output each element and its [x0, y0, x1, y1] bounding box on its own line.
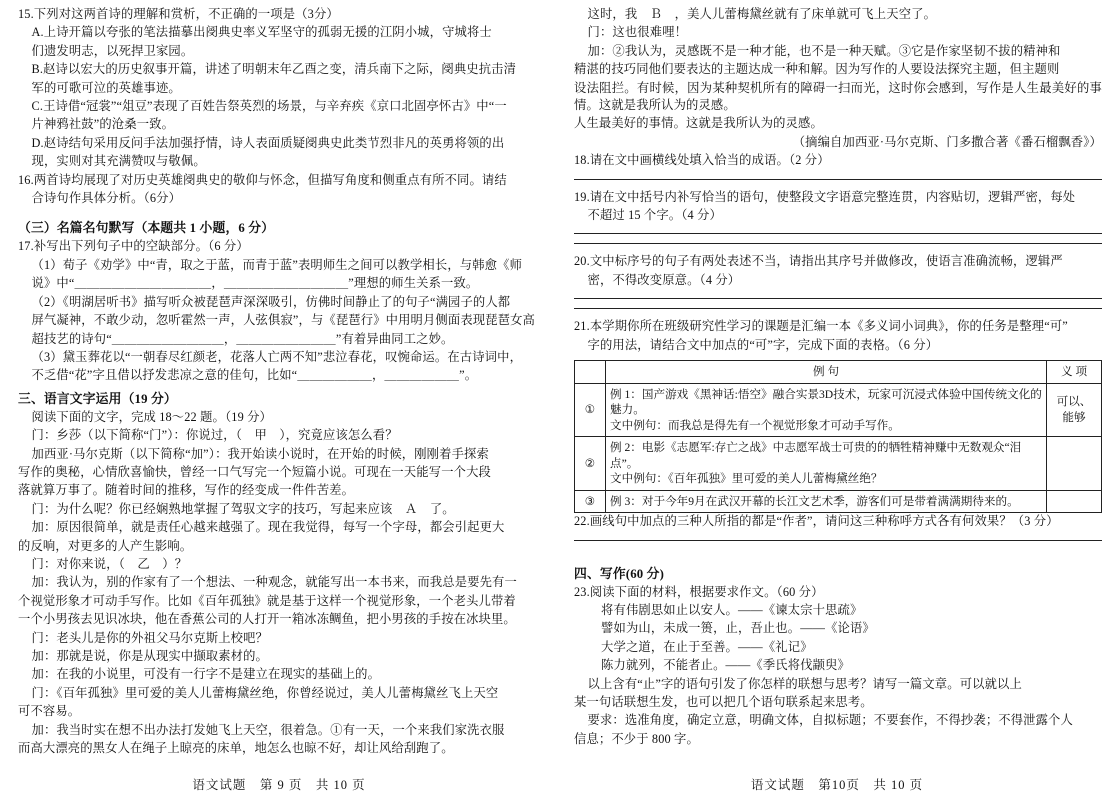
- table-row: [575, 490, 1102, 513]
- text-line: 的反响，对更多的人产生影响。: [18, 538, 193, 553]
- right-page-footer: 语文试题 第10页 共 10 页: [750, 778, 924, 792]
- spacer: [18, 208, 546, 214]
- example-line: 文中例句：《百年孤独》里可爱的美人儿蕾梅黛丝绝？: [610, 472, 883, 486]
- text-line: （3）黛玉葬花以“一朝春尽红颜老，花落人亡两不知”悲泣春花，叹惋命运。在古诗词中，: [31, 349, 523, 364]
- text-line: 合诗句作具体分析。（6分）: [31, 191, 182, 206]
- text-line: 门：老头儿是你的外祖父马尔克斯上校吧？: [31, 630, 269, 645]
- text-line: 人生最美好的事情。这就是我所认为的灵感。: [574, 116, 823, 131]
- text-line: 加：那就是说，你是从现实中撷取素材的。: [31, 649, 269, 663]
- text-line: 军的可歌可泣的英雄事迹。: [31, 80, 181, 95]
- text-line: 不超过 15 个字。（4 分）: [587, 208, 722, 223]
- table-header-index: [575, 361, 606, 384]
- text-line: 19.请在文中括号内补写恰当的语句，使整段文字语意完整连贯，内容贴切，逻辑严密，每处: [574, 189, 1076, 204]
- text-line: 16.两首诗均展现了对历史英雄阌典史的敬仰与怀念，但描写角度和侧重点有所不同。请结: [18, 172, 507, 187]
- section-heading: 三、语言文字运用（19 分）: [18, 391, 177, 406]
- text-line: 譬如为山，未成一篑，止，吾止也。——《论语》: [601, 621, 875, 636]
- table-row: [575, 383, 1102, 437]
- example-sentence-cell: [606, 437, 1047, 491]
- text-line: 这时，我 Ｂ ，美人儿蕾梅黛丝就有了床单就可飞上天空了。: [587, 7, 937, 21]
- text-line: 个视觉形象才可动手写作。比如《百年孤独》就是基于这样一个视觉形象，一个老头儿带着: [18, 593, 516, 608]
- text-line: 可不容易。: [18, 704, 81, 719]
- text-line: 门：乡莎（以下简称“门”）：你说过，（ 甲 ），究竟应该怎么看？: [31, 428, 398, 443]
- text-line: 门：这也很难哩！: [587, 25, 688, 40]
- example-line: 例 3：对于今年9月在武汉开幕的长江文艺术季，游客们可是带着满满期待来的。: [610, 494, 1019, 508]
- row-index-cell: ③: [575, 490, 606, 513]
- text-line: 加：我当时实在想不出办法打发她飞上天空，很着急。①有一天，一个来我们家洗衣服: [31, 722, 505, 737]
- table-header-cell: 义 项: [1047, 361, 1102, 384]
- row-index-cell: ①: [575, 383, 606, 437]
- text-line: 大学之道，在止于至善。——《礼记》: [601, 639, 813, 654]
- table-header-cell: 例 句: [606, 361, 1047, 384]
- left-column: [0, 0, 558, 800]
- text-line: 精湛的技巧同他们要表达的主题达成一种和解。因为写作的人要设法探究主题，但主题则: [574, 62, 1060, 77]
- text-line: 加：②我认为，灵感既不是一种才能，也不是一种天赋。③它是作家坚韧不拔的精神和: [587, 43, 1061, 58]
- text-line: 要求：选准角度，确定立意，明确文体，自拟标题；不要套作，不得抄袭；不得泄露个人: [587, 713, 1073, 728]
- table-header-row: [575, 361, 1102, 384]
- meaning-cell: [1047, 490, 1102, 513]
- text-line: A.上诗开篇以夸张的笔法描摹出阌典史率义军坚守的孤弱无援的江阴小城，守城将士: [31, 25, 492, 40]
- answer-blank-line[interactable]: [574, 298, 1102, 299]
- example-sentence-cell: [606, 383, 1047, 437]
- right-column: [558, 0, 1116, 800]
- text-line: 屏气凝神，不敢少动，忽听霍然一声，人弦俱寂”，与《琵琶行》中用明月侧面表现琵琶女高: [31, 313, 536, 328]
- text-line: 现，实则对其充满赞叹与敬佩。: [31, 154, 206, 169]
- text-line: （1）荀子《劝学》中“青，取之于蓝，而青于蓝”表明师生之间可以教学相长，与韩愈《师: [31, 257, 523, 272]
- text-line: 落就算万事了。随着时间的推移，写作的经变成一件件苦差。: [18, 483, 355, 498]
- answer-blank-line[interactable]: [574, 243, 1102, 244]
- answer-blank-line[interactable]: [574, 540, 1102, 541]
- left-column-body: [18, 6, 546, 757]
- text-line: 加西亚·马尔克斯（以下简称“加”）：我开始读小说时，在开始的时候，刚刚着手探索: [31, 446, 489, 461]
- example-line: 文中例句：而我总是得先有一个视觉形象才可动手写作。: [610, 418, 900, 432]
- text-line: 门：《百年孤独》里可爱的美人儿蕾梅黛丝绝，你曾经说过，美人儿蕾梅黛丝飞上天空: [31, 685, 499, 700]
- text-line: 超技艺的诗句“＿＿＿＿＿＿＿＿＿，＿＿＿＿＿＿＿＿”有着异曲同工之妙。: [31, 331, 454, 346]
- answer-blank-line[interactable]: [574, 179, 1102, 180]
- spacer: [574, 550, 1102, 560]
- left-page-footer: 语文试题 第 9 页 共 10 页: [192, 778, 366, 792]
- text-line: 密，不得改变原意。（4 分）: [587, 272, 741, 287]
- section-heading: 四、写作(60 分): [574, 566, 665, 581]
- text-line: 写作的奥秘，心情欣喜愉快，曾经一口气写完一个短篇小说。可现在一天能写一个大段: [18, 464, 491, 479]
- text-line: 一个小男孩去见识冰块，他在香蕉公司的人打开一箱冰冻鲷鱼，把小男孩的手按在冰块里。: [18, 612, 516, 627]
- text-line: 设法阻拦。有时候，因为某种契机所有的障碍一扫而光，这时你会感到，写作是人生最美好的事情。这就是我所认为的灵感。: [574, 80, 1102, 113]
- text-line: 信息；不少于 800 字。: [574, 731, 699, 746]
- text-line: （2）《明湖居听书》描写听众被琵琶声深深吸引，仿佛时间静止了的句子“满园子的人都: [31, 294, 511, 309]
- text-line: 23.阅读下面的材料，根据要求作文。（60 分）: [574, 584, 824, 599]
- text-line: 不乏借“花”字且借以抒发悲凉之意的佳句，比如“＿＿＿＿＿＿，＿＿＿＿＿＿”。: [31, 368, 478, 383]
- text-line: 加：原因很简单，就是责任心越来越强了。现在我觉得，每写一个字母，都会引起更大: [31, 520, 505, 535]
- text-line: 22.画线句中加点的三种人所指的都是“作者”，请问这三种称呼方式各有何效果？（3 分）: [574, 514, 1059, 529]
- text-line: （摘编自加西亚·马尔克斯、门多撒合著《番石榴飘香》）: [792, 134, 1102, 149]
- text-line: 20.文中标序号的句子有两处表述不当，请指出其序号并做修改，使语言准确流畅，逻辑严: [574, 254, 1063, 269]
- example-line: 例 1：国产游戏《黑神话:悟空》融合实景3D技术，玩家可沉浸式体验中国传统文化的魅力。: [610, 387, 1042, 417]
- text-line: 字的用法，请结合文中加点的“可”字，完成下面的表格。（6 分）: [587, 337, 939, 352]
- answer-blank-line[interactable]: [574, 233, 1102, 234]
- example-sentence-cell: [606, 490, 1047, 513]
- text-line: B.赵诗以宏大的历史叙事开篇，讲述了明朝末年乙酉之变，清兵南下之际，阌典史抗击清: [31, 62, 517, 77]
- text-line: 阅读下面的文字，完成 18～22 题。（19 分）: [31, 409, 272, 424]
- text-line: 加：在我的小说里，可没有一行字不是建立在现实的基础上的。: [31, 667, 381, 682]
- text-line: 15.下列对这两首诗的理解和赏析，不正确的一项是（3分）: [18, 7, 339, 21]
- meaning-cell: 可以、能够: [1047, 383, 1102, 437]
- text-line: 门：为什么呢？你已经娴熟地掌握了驾驭文字的技巧，写起来应该 Ａ 了。: [31, 501, 455, 516]
- text-line: D.赵诗结句采用反问手法加强抒情，诗人表面质疑阌典史此类节烈非凡的英勇将领的出: [31, 135, 505, 150]
- text-line: 说》中“＿＿＿＿＿＿＿＿＿＿＿，＿＿＿＿＿＿＿＿＿＿”理想的师生关系一致。: [31, 276, 479, 291]
- text-line: 21.本学期你所在班级研究性学习的课题是汇编一本《多义词小词典》，你的任务是整理“可”: [574, 319, 1068, 334]
- text-line: 18.请在文中画横线处填入恰当的成语。（2 分）: [574, 153, 830, 168]
- text-line: C.王诗借“冠裳”“俎豆”表现了百姓告祭英烈的场景，与辛弃疾《京口北固亭怀古》中“一: [31, 99, 507, 114]
- example-line: 例 2：电影《志愿军:存亡之战》中志愿军战士可贵的的牺牲精神赚中无数观众“泪点”。: [610, 441, 1022, 470]
- table-row: [575, 437, 1102, 491]
- text-line: 而高大漂亮的黑女人在绳子上晾亮的床单，地怎么也晾不好，却让风给刮跑了。: [18, 741, 454, 756]
- text-line: 加：我认为，别的作家有了一个想法、一种观念，就能写出一本书来，而我总是要先有一: [31, 575, 517, 590]
- row-index-cell: ②: [575, 437, 606, 491]
- section-heading: （三）名篇名句默写（本题共 1 小题，6 分）: [18, 221, 275, 236]
- text-line: 陈力就列，不能者止。——《季氏将伐颛臾》: [601, 658, 850, 673]
- text-line: 们遗发明志，以死捍卫家园。: [31, 43, 194, 58]
- text-line: 17.补写出下列句子中的空缺部分。（6 分）: [18, 239, 249, 254]
- answer-blank-line[interactable]: [574, 308, 1102, 309]
- text-line: 某一句话联想生发，也可以把几个语句联系起来思考。: [574, 694, 873, 709]
- text-line: 以上含有“止”字的语句引发了你怎样的联想与思考？请写一篇文章。可以就以上: [587, 676, 1022, 691]
- text-line: 将有伟剧思如止以安人。——《谏太宗十思疏》: [601, 602, 863, 617]
- text-line: 片神鸦社鼓”的沧桑一致。: [31, 117, 175, 132]
- meaning-cell: [1047, 437, 1102, 491]
- text-line: 门：对你来说，（ 乙 ）？: [31, 556, 188, 571]
- right-column-body: [574, 6, 1102, 748]
- polysemy-table: [574, 360, 1102, 513]
